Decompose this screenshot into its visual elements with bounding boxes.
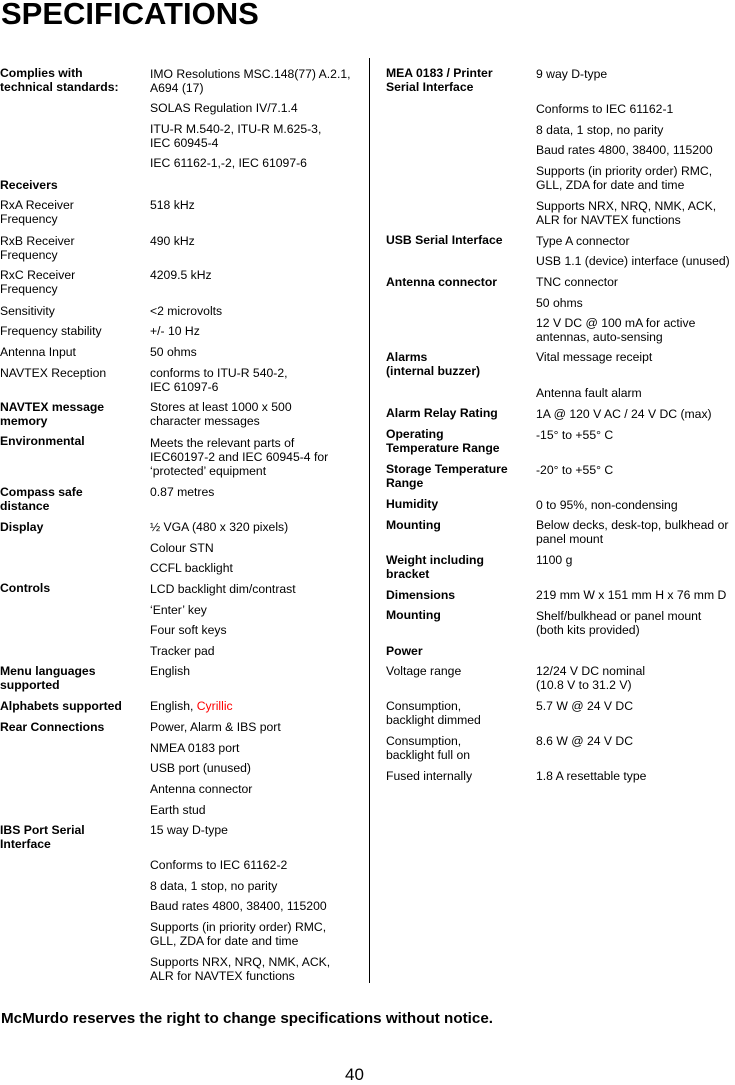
spec-value: 1A @ 120 V AC / 24 V DC (max): [536, 407, 712, 421]
section-heading: Receivers: [0, 178, 58, 192]
spec-value: +/- 10 Hz: [150, 324, 200, 338]
spec-value: Type A connector: [536, 234, 630, 248]
spec-value: ITU-R M.540-2, ITU-R M.625-3, IEC 60945-4: [150, 122, 322, 150]
spec-value: <2 microvolts: [150, 304, 223, 318]
spec-label: IBS Port Serial Interface: [0, 823, 85, 851]
spec-value: 0 to 95%, non-condensing: [536, 498, 678, 512]
spec-value: Four soft keys: [150, 623, 227, 637]
spec-value: Stores at least 1000 x 500 character messages: [150, 400, 292, 428]
spec-value: Vital message receipt: [536, 350, 653, 364]
spec-label: Environmental: [0, 434, 85, 448]
spec-value: Supports NRX, NRQ, NMK, ACK, ALR for NAVTEX functions: [536, 199, 717, 227]
spec-label: Consumption, backlight dimmed: [386, 699, 481, 727]
spec-value: [150, 699, 369, 713]
spec-value: conforms to ITU-R 540-2, IEC 61097-6: [150, 366, 288, 394]
spec-value: Conforms to IEC 61162-1: [536, 102, 674, 116]
spec-value: 15 way D-type: [150, 823, 228, 837]
spec-value: 8 data, 1 stop, no parity: [150, 879, 278, 893]
spec-value: 8 data, 1 stop, no parity: [536, 123, 664, 137]
spec-label: Sensitivity: [0, 304, 55, 318]
spec-label: Compass safe distance: [0, 485, 83, 513]
spec-label: Mounting: [386, 608, 441, 622]
spec-value: Baud rates 4800, 38400, 115200: [150, 899, 327, 913]
spec-value: -15° to +55° C: [536, 428, 614, 442]
spec-value: Earth stud: [150, 803, 206, 817]
spec-label: NAVTEX message memory: [0, 400, 105, 428]
spec-value: TNC connector: [536, 275, 618, 289]
spec-label: Voltage range: [386, 664, 462, 678]
spec-value: USB port (unused): [150, 761, 251, 775]
spec-label: Controls: [0, 581, 51, 595]
spec-label: MEA 0183 / Printer Serial Interface: [386, 66, 493, 94]
spec-label: USB Serial Interface: [386, 233, 503, 247]
spec-value: LCD backlight dim/contrast: [150, 582, 296, 596]
section-heading: Power: [386, 644, 423, 658]
spec-value: 0.87 metres: [150, 485, 215, 499]
spec-label: Alarm Relay Rating: [386, 406, 498, 420]
spec-value: 518 kHz: [150, 198, 195, 212]
spec-value: 50 ohms: [536, 296, 583, 310]
spec-value: 219 mm W x 151 mm H x 76 mm D: [536, 588, 727, 602]
spec-label: Frequency stability: [0, 324, 102, 338]
spec-label: RxB Receiver Frequency: [0, 234, 75, 262]
spec-value: SOLAS Regulation IV/7.1.4: [150, 101, 298, 115]
spec-value: 490 kHz: [150, 234, 195, 248]
spec-value: 1100 g: [536, 553, 573, 567]
spec-value: Antenna connector: [150, 782, 253, 796]
alphabet-english: English,: [150, 699, 197, 713]
spec-value: Power, Alarm & IBS port: [150, 720, 281, 734]
spec-label: Weight including bracket: [386, 553, 484, 581]
spec-label: Humidity: [386, 497, 439, 511]
spec-value: Baud rates 4800, 38400, 115200: [536, 143, 713, 157]
spec-value: IMO Resolutions MSC.148(77) A.2.1, A694 (17): [150, 67, 351, 95]
spec-value: 9 way D-type: [536, 67, 608, 81]
spec-label: NAVTEX Reception: [0, 366, 107, 380]
spec-value: 12 V DC @ 100 mA for active antennas, auto-sensing: [536, 316, 696, 344]
spec-label: Consumption, backlight full on: [386, 734, 471, 762]
spec-label: Complies with technical standards:: [0, 66, 119, 94]
spec-value: 1.8 A resettable type: [536, 769, 647, 783]
spec-label: Display: [0, 520, 44, 534]
spec-label: Storage Temperature Range: [386, 462, 508, 490]
spec-label: Alphabets supported: [0, 699, 122, 713]
alphabet-cyrillic: Cyrillic: [196, 699, 233, 713]
spec-label: Antenna Input: [0, 345, 76, 359]
column-divider: [369, 58, 370, 983]
spec-value: NMEA 0183 port: [150, 741, 240, 755]
spec-value: USB 1.1 (device) interface (unused): [536, 254, 730, 268]
spec-value: Tracker pad: [150, 644, 215, 658]
spec-value: -20° to +55° C: [536, 463, 614, 477]
spec-value: Below decks, desk-top, bulkhead or panel mount: [536, 518, 729, 546]
spec-label: Rear Connections: [0, 720, 105, 734]
spec-value: Supports NRX, NRQ, NMK, ACK, ALR for NAVTEX functions: [150, 955, 331, 983]
spec-value: Antenna fault alarm: [536, 386, 642, 400]
spec-value: English: [150, 664, 190, 678]
spec-value: Shelf/bulkhead or panel mount (both kits provided): [536, 609, 702, 637]
spec-value: Colour STN: [150, 541, 214, 555]
spec-value: CCFL backlight: [150, 561, 233, 575]
spec-value: ½ VGA (480 x 320 pixels): [150, 520, 289, 534]
spec-value: 8.6 W @ 24 V DC: [536, 734, 634, 748]
page-title: SPECIFICATIONS: [1, 0, 259, 31]
spec-value: Supports (in priority order) RMC, GLL, ZDA for date and time: [150, 920, 327, 948]
spec-label: Operating Temperature Range: [386, 427, 500, 455]
spec-label: Dimensions: [386, 588, 456, 602]
spec-value: Supports (in priority order) RMC, GLL, ZDA for date and time: [536, 164, 713, 192]
spec-label: RxC Receiver Frequency: [0, 268, 76, 296]
spec-label: Mounting: [386, 518, 441, 532]
spec-value: ‘Enter’ key: [150, 603, 207, 617]
spec-value: IEC 61162-1,-2, IEC 61097-6: [150, 156, 307, 170]
spec-label: Antenna connector: [386, 275, 498, 289]
spec-label: Menu languages supported: [0, 664, 96, 692]
spec-value: 12/24 V DC nominal (10.8 V to 31.2 V): [536, 664, 646, 692]
spec-label: Fused internally: [386, 769, 473, 783]
spec-label: RxA Receiver Frequency: [0, 198, 74, 226]
spec-value: 5.7 W @ 24 V DC: [536, 699, 634, 713]
spec-value: 4209.5 kHz: [150, 268, 212, 282]
spec-label: Alarms (internal buzzer): [386, 350, 481, 378]
disclaimer-footer: McMurdo reserves the right to change specifications without notice.: [1, 1010, 493, 1027]
spec-value: Conforms to IEC 61162-2: [150, 858, 288, 872]
spec-value: Meets the relevant parts of IEC60197-2 and IEC 60945-4 for ‘protected’ equipment: [150, 436, 329, 478]
page-number: 40: [345, 1065, 364, 1084]
spec-value: 50 ohms: [150, 345, 197, 359]
